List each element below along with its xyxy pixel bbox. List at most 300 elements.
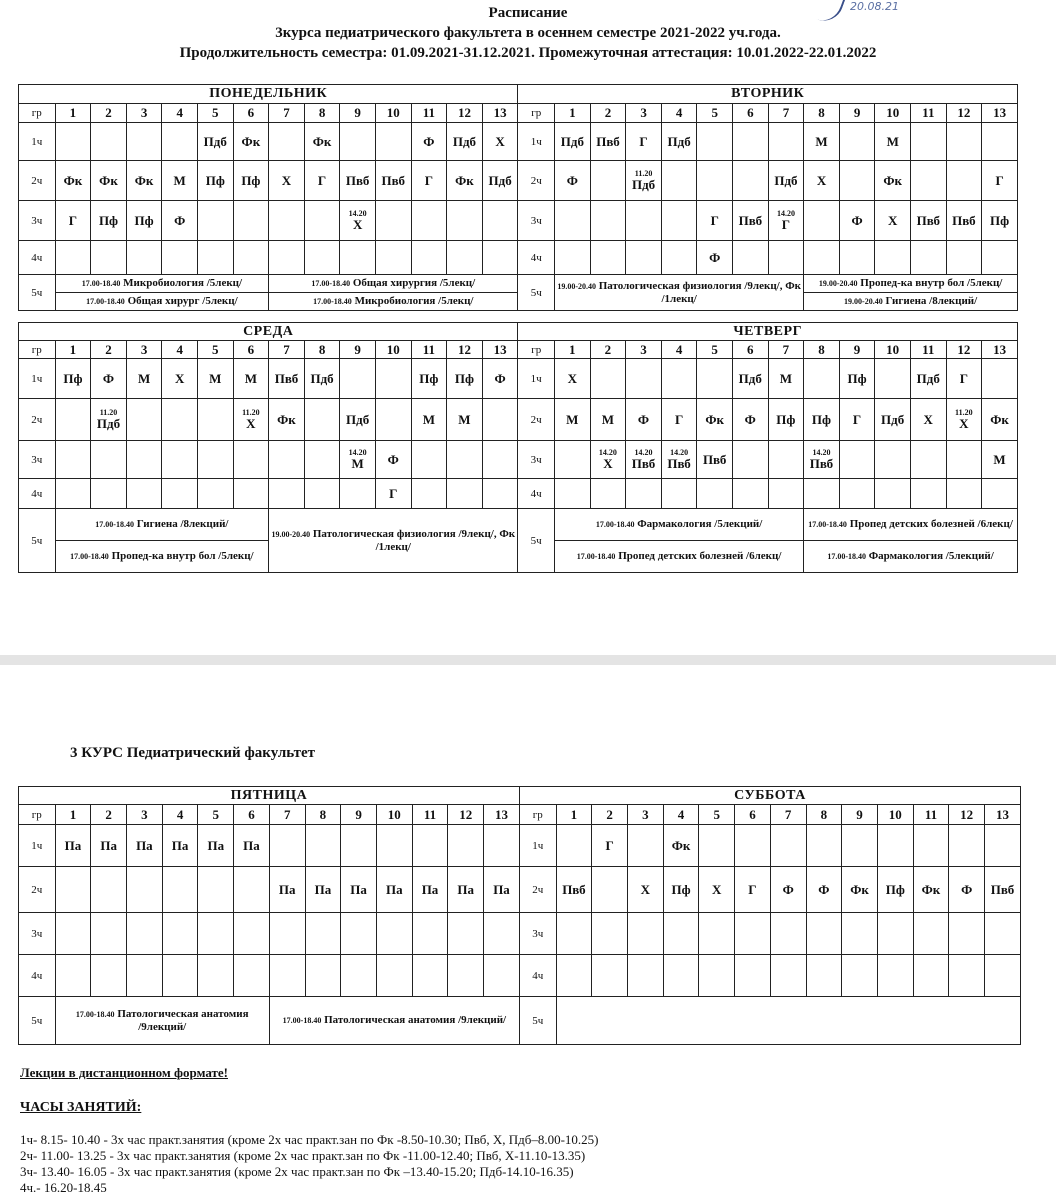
group-number: 7 — [269, 805, 305, 825]
group-number: 6 — [733, 104, 769, 123]
subject-code: Г — [995, 172, 1004, 188]
schedule-cell — [341, 867, 377, 913]
schedule-cell — [482, 399, 518, 441]
group-number: 2 — [590, 341, 626, 359]
schedule-cell — [233, 399, 269, 441]
subject-code: Х — [888, 212, 898, 228]
schedule-cell — [590, 359, 626, 399]
schedule-cell — [198, 867, 234, 913]
schedule-cell — [447, 123, 483, 161]
schedule-cell — [946, 441, 982, 479]
schedule-cell — [448, 913, 484, 955]
group-number: 8 — [305, 805, 341, 825]
group-number: 3 — [126, 104, 162, 123]
group-number: 7 — [768, 341, 804, 359]
subject-code: Х — [816, 172, 827, 188]
schedule-cell — [768, 359, 804, 399]
schedule-cell — [269, 399, 305, 441]
hour-label: 2ч — [518, 161, 555, 201]
lecture-text: Пропед-ка внутр бол /5лекц/ — [860, 277, 1003, 289]
hour-label: 1ч — [19, 123, 56, 161]
subject-code: Пф — [454, 370, 474, 386]
schedule-cell — [197, 161, 233, 201]
schedule-cell — [875, 479, 911, 509]
page-separator — [0, 655, 1056, 665]
schedule-cell — [376, 913, 412, 955]
schedule-cell — [556, 867, 592, 913]
schedule-cell — [234, 955, 270, 997]
schedule-cell — [91, 955, 127, 997]
group-number: 2 — [91, 341, 127, 359]
schedule-cell — [732, 441, 768, 479]
lecture-time: 19.00-20.40 — [818, 279, 858, 288]
schedule-cell — [55, 123, 91, 161]
lecture-cell — [269, 997, 519, 1045]
subject-code: Х — [923, 411, 933, 427]
schedule-cell — [875, 441, 911, 479]
table-mon-tue — [18, 84, 1018, 311]
schedule-cell — [806, 955, 842, 997]
group-number: 12 — [448, 805, 484, 825]
schedule-cell — [304, 479, 340, 509]
subject-code: М — [815, 133, 828, 149]
group-number: 10 — [875, 341, 911, 359]
subject-code: Фк — [312, 133, 332, 149]
schedule-cell — [697, 441, 733, 479]
hour-label: 5ч — [518, 509, 555, 573]
schedule-cell — [376, 825, 412, 867]
schedule-cell — [842, 825, 878, 867]
schedule-cell — [663, 825, 699, 867]
schedule-cell — [269, 441, 305, 479]
schedule-cell — [91, 479, 127, 509]
schedule-cell — [482, 123, 518, 161]
schedule-cell — [269, 201, 305, 241]
lecture-text: Микробиология /5лекц/ — [354, 295, 474, 307]
schedule-cell — [839, 479, 875, 509]
subject-code: Ф — [494, 370, 506, 386]
group-number: 11 — [911, 104, 947, 123]
schedule-cell — [555, 479, 591, 509]
lecture-text: Патологическая анатомия /9лекций/ — [117, 1007, 249, 1033]
hour-row — [19, 867, 1021, 913]
schedule-cell — [126, 441, 162, 479]
schedule-cell — [234, 825, 270, 867]
schedule-cell — [839, 241, 875, 275]
group-number: 5 — [197, 341, 233, 359]
hour-label: 4ч — [19, 479, 56, 509]
hour-label: 5ч — [519, 997, 556, 1045]
subject-code: Х — [603, 456, 613, 471]
schedule-cell — [804, 201, 840, 241]
group-number: 3 — [127, 805, 163, 825]
schedule-cell — [55, 825, 91, 867]
subject-code: М — [209, 370, 222, 386]
schedule-cell — [91, 241, 127, 275]
schedule-cell — [982, 161, 1018, 201]
subject-code: Пвб — [562, 881, 586, 897]
lecture-text: Патологическая физиология /9лекц/, Фк /1лекц/ — [312, 527, 516, 553]
lecture-text: Общая хирург /5лекц/ — [127, 295, 238, 307]
day-header-row — [19, 787, 1021, 805]
schedule-cell — [911, 123, 947, 161]
schedule-cell — [126, 161, 162, 201]
subject-code: Фк — [277, 411, 296, 427]
group-number: 10 — [875, 104, 911, 123]
lecture-cell — [269, 275, 518, 293]
lecture-text: Патологическая физиология /9лекц/, Фк /1лекц/ — [598, 279, 801, 305]
schedule-cell — [91, 399, 127, 441]
group-number: 9 — [340, 104, 376, 123]
schedule-cell — [375, 399, 411, 441]
group-number: 7 — [269, 341, 305, 359]
group-number: 9 — [842, 805, 878, 825]
lecture-cell — [55, 997, 269, 1045]
subject-code: Пдб — [96, 416, 121, 431]
schedule-cell — [197, 123, 233, 161]
subject-code: Па — [136, 837, 153, 853]
hour-label: 4ч — [19, 241, 56, 275]
subject-code: Пф — [241, 172, 261, 188]
schedule-cell — [197, 399, 233, 441]
table-wed-thu — [18, 322, 1018, 573]
schedule-cell — [269, 479, 305, 509]
subject-code: Пдб — [310, 370, 334, 386]
schedule-cell — [806, 913, 842, 955]
group-number: 5 — [197, 104, 233, 123]
subject-code: Пвб — [952, 212, 976, 228]
group-number: 6 — [233, 104, 269, 123]
schedule-cell — [411, 441, 447, 479]
lecture-cell — [804, 275, 1018, 293]
group-label: гр — [19, 341, 56, 359]
schedule-cell — [340, 123, 376, 161]
subject-code: Ф — [782, 881, 794, 897]
group-label: гр — [519, 805, 556, 825]
schedule-cell — [556, 825, 592, 867]
schedule-cell — [985, 955, 1021, 997]
schedule-cell — [735, 825, 771, 867]
schedule-cell — [198, 955, 234, 997]
schedule-cell — [375, 161, 411, 201]
schedule-cell — [305, 867, 341, 913]
group-label: гр — [19, 805, 56, 825]
schedule-cell — [982, 441, 1018, 479]
schedule-cell — [768, 241, 804, 275]
schedule-cell — [482, 479, 518, 509]
group-numbers-row — [19, 805, 1021, 825]
hour-label: 4ч — [518, 479, 555, 509]
schedule-cell — [341, 913, 377, 955]
schedule-cell — [269, 913, 305, 955]
subject-code: Фк — [99, 172, 118, 188]
subject-code: Па — [171, 837, 189, 853]
schedule-cell — [55, 201, 91, 241]
schedule-cell — [735, 867, 771, 913]
start-time: 14.20 — [812, 448, 831, 457]
schedule-cell — [127, 867, 163, 913]
subject-code: Пдб — [560, 133, 584, 149]
schedule-cell — [55, 359, 91, 399]
schedule-cell — [376, 955, 412, 997]
schedule-cell — [411, 241, 447, 275]
schedule-cell — [233, 241, 269, 275]
subject-code: Пф — [776, 411, 796, 427]
hour-label: 1ч — [519, 825, 556, 867]
subject-code: Г — [317, 172, 327, 188]
group-number: 1 — [556, 805, 592, 825]
schedule-cell — [877, 867, 913, 913]
hour-row — [19, 441, 1018, 479]
group-number: 13 — [482, 341, 518, 359]
schedule-cell — [482, 441, 518, 479]
lecture-time: 17.00-18.40 — [827, 552, 866, 561]
schedule-cell — [341, 955, 377, 997]
subject-code: Пдб — [631, 177, 656, 192]
schedule-cell — [875, 201, 911, 241]
group-number: 3 — [626, 104, 662, 123]
lecture-cell — [555, 541, 804, 573]
hours-title: ЧАСЫ ЗАНЯТИЙ: — [20, 1100, 142, 1115]
subject-code: Пвб — [702, 451, 727, 467]
schedule-cell — [375, 359, 411, 399]
schedule-cell — [910, 399, 946, 441]
group-number: 13 — [985, 805, 1021, 825]
day-header-row — [19, 323, 1018, 341]
start-time: 14.20 — [348, 448, 367, 457]
hour-row — [19, 955, 1021, 997]
schedule-cell — [590, 399, 626, 441]
schedule-cell — [697, 479, 733, 509]
lecture-cell — [269, 509, 518, 573]
schedule-cell — [626, 241, 662, 275]
group-number: 3 — [626, 341, 662, 359]
lecture-time: 17.00-18.40 — [808, 520, 847, 529]
subject-code: М — [779, 370, 792, 386]
schedule-cell — [412, 913, 448, 955]
group-number: 11 — [412, 805, 448, 825]
schedule-cell — [804, 123, 840, 161]
subject-code: М — [993, 451, 1006, 467]
schedule-cell — [982, 201, 1018, 241]
schedule-cell — [340, 201, 376, 241]
day-name-sat: СУББОТА — [519, 787, 1020, 805]
schedule-cell — [946, 399, 982, 441]
subject-code: Пдб — [203, 133, 227, 149]
schedule-cell — [556, 955, 592, 997]
start-time: 11.20 — [634, 169, 653, 178]
hour-row — [19, 123, 1018, 161]
schedule-cell — [839, 201, 875, 241]
group-number: 11 — [411, 104, 447, 123]
schedule-cell — [555, 359, 591, 399]
subject-code: Х — [640, 881, 651, 897]
schedule-cell — [55, 241, 91, 275]
schedule-cell — [661, 123, 697, 161]
schedule-cell — [627, 867, 663, 913]
schedule-cell — [946, 241, 982, 275]
schedule-cell — [304, 241, 340, 275]
schedule-cell — [162, 955, 198, 997]
lecture-time: 17.00-18.40 — [282, 1016, 322, 1025]
subject-code: Х — [174, 370, 185, 386]
lecture-cell — [55, 541, 269, 573]
schedule-cell — [626, 123, 662, 161]
schedule-cell — [162, 161, 198, 201]
schedule-cell — [839, 359, 875, 399]
subject-code: Пф — [205, 172, 225, 188]
schedule-cell — [127, 955, 163, 997]
subject-code: Пдб — [881, 411, 905, 427]
schedule-cell — [982, 241, 1018, 275]
schedule-cell — [197, 241, 233, 275]
subject-code: Па — [457, 881, 475, 897]
schedule-cell — [804, 479, 840, 509]
group-number: 12 — [949, 805, 985, 825]
schedule-cell — [661, 399, 697, 441]
schedule-cell — [91, 867, 127, 913]
group-label: гр — [518, 341, 555, 359]
hours-line: 4ч.- 16.20-18.45 — [20, 1180, 107, 1195]
schedule-cell — [732, 359, 768, 399]
group-number: 4 — [162, 341, 198, 359]
subject-code: Х — [281, 172, 292, 188]
group-number: 6 — [735, 805, 771, 825]
hour-label: 3ч — [519, 913, 556, 955]
group-number: 8 — [806, 805, 842, 825]
subject-code: Г — [68, 212, 78, 228]
schedule-cell — [482, 241, 518, 275]
schedule-cell — [910, 441, 946, 479]
subject-code: М — [244, 370, 258, 386]
schedule-cell — [910, 359, 946, 399]
schedule-cell — [55, 913, 91, 955]
schedule-cell — [733, 123, 769, 161]
schedule-cell — [768, 123, 804, 161]
schedule-cell — [804, 161, 840, 201]
schedule-cell — [411, 479, 447, 509]
hour-label: 3ч — [19, 201, 56, 241]
schedule-cell — [447, 479, 483, 509]
schedule-cell — [91, 161, 127, 201]
group-number: 1 — [55, 805, 91, 825]
lecture-text: Общая хирургия /5лекц/ — [352, 277, 476, 289]
subject-code: Г — [710, 212, 719, 228]
schedule-cell — [590, 201, 626, 241]
subject-code: Пф — [990, 212, 1010, 228]
lecture-time: 17.00-18.40 — [75, 1009, 115, 1019]
subject-code: Х — [246, 416, 256, 431]
group-number: 7 — [269, 104, 305, 123]
group-number: 1 — [555, 341, 591, 359]
schedule-cell — [198, 825, 234, 867]
schedule-cell — [842, 913, 878, 955]
schedule-cell — [162, 359, 198, 399]
subject-code: Пф — [847, 370, 867, 386]
schedule-cell — [699, 913, 735, 955]
schedule-cell — [697, 241, 733, 275]
schedule-cell — [949, 955, 985, 997]
schedule-cell — [590, 241, 626, 275]
schedule-cell — [661, 441, 697, 479]
schedule-cell — [804, 441, 840, 479]
lecture-text: Пропед детских болезней /6лекц/ — [849, 518, 1013, 530]
group-number: 9 — [839, 341, 875, 359]
subject-code: Ф — [423, 133, 435, 149]
group-number: 10 — [376, 805, 412, 825]
schedule-cell — [411, 201, 447, 241]
subject-code: Пвб — [381, 172, 405, 188]
subject-code: Фк — [134, 172, 154, 188]
schedule-cell — [233, 201, 269, 241]
start-time: 14.20 — [670, 448, 689, 457]
schedule-cell — [768, 441, 804, 479]
schedule-cell — [482, 359, 518, 399]
schedule-cell — [699, 825, 735, 867]
group-number: 5 — [697, 104, 733, 123]
schedule-cell — [735, 955, 771, 997]
schedule-cell — [946, 359, 982, 399]
subject-code: Пдб — [488, 172, 512, 188]
schedule-cell — [592, 825, 628, 867]
subject-code: Фк — [671, 837, 691, 853]
subject-code: Ф — [174, 212, 186, 228]
subject-code: М — [173, 172, 186, 188]
subject-code: Ф — [961, 881, 973, 897]
schedule-cell — [982, 399, 1018, 441]
group-number: 1 — [55, 104, 91, 123]
subject-code: Па — [100, 837, 117, 853]
schedule-cell — [127, 913, 163, 955]
hours-list — [20, 1132, 599, 1196]
hour-label: 2ч — [518, 399, 555, 441]
schedule-cell — [877, 955, 913, 997]
schedule-cell — [661, 201, 697, 241]
lecture-cell — [55, 293, 269, 311]
schedule-cell — [304, 161, 340, 201]
schedule-cell — [234, 867, 270, 913]
schedule-cell — [911, 201, 947, 241]
schedule-cell — [982, 359, 1018, 399]
schedule-cell — [341, 825, 377, 867]
hour-label: 4ч — [518, 241, 555, 275]
lecture-row — [19, 509, 1018, 541]
subject-code: М — [601, 411, 615, 427]
subject-code: Фк — [63, 172, 83, 188]
group-number: 9 — [340, 341, 376, 359]
schedule-cell — [913, 955, 949, 997]
day-name-fri: ПЯТНИЦА — [19, 787, 520, 805]
schedule-cell — [875, 359, 911, 399]
group-number: 3 — [126, 341, 162, 359]
lecture-time: 17.00-18.40 — [81, 279, 121, 288]
group-number: 12 — [447, 104, 483, 123]
schedule-cell — [91, 123, 127, 161]
schedule-cell — [555, 241, 591, 275]
subject-code: Па — [493, 881, 510, 897]
schedule-cell — [770, 825, 806, 867]
subject-code: Пвб — [809, 456, 834, 471]
schedule-cell — [555, 161, 591, 201]
subject-code: Пф — [671, 881, 691, 897]
course-title: 3 КУРС Педиатрический факультет — [70, 745, 316, 761]
group-number: 12 — [447, 341, 483, 359]
group-number: 2 — [592, 805, 628, 825]
schedule-cell — [411, 123, 447, 161]
schedule-cell — [375, 201, 411, 241]
group-number: 4 — [661, 341, 697, 359]
schedule-cell — [733, 241, 769, 275]
